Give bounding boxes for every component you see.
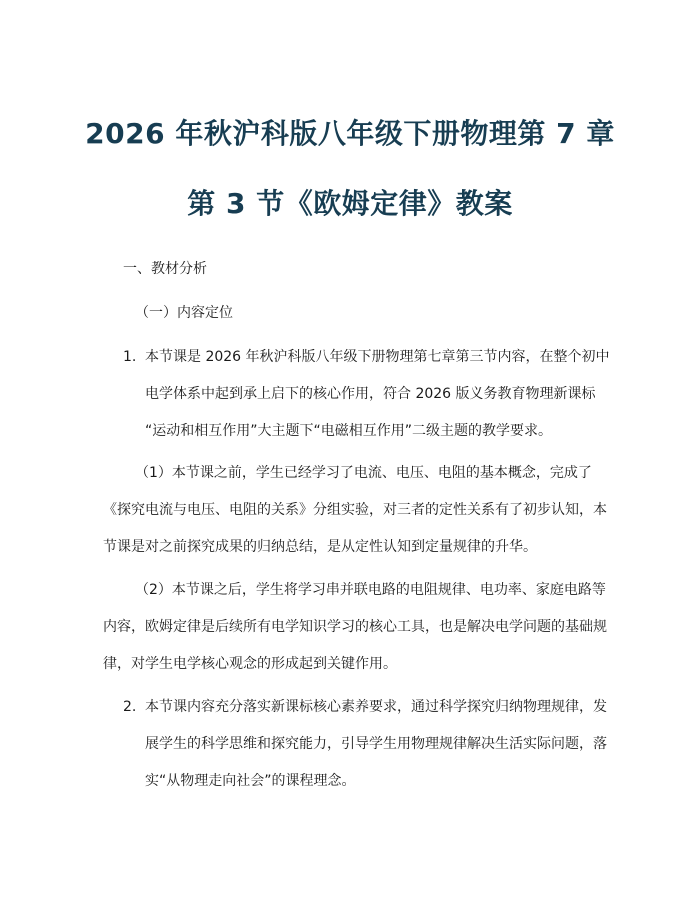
paragraph-1-line-1: （1）本节课之前，学生已经学习了电流、电压、电阻的基本概念，完成了 [135, 465, 592, 481]
paragraph-1-line-2: 《探究电流与电压、电阻的关系》分组实验，对三者的定性关系有了初步认知，本 [103, 502, 607, 518]
paragraph-2-line-3: 律，对学生电学核心观念的形成起到关键作用。 [103, 656, 397, 672]
item-2-line-2: 展学生的科学思维和探究能力，引导学生用物理规律解决生活实际问题，落 [145, 736, 607, 752]
paragraph-2-line-2: 内容，欧姆定律是后续所有电学知识学习的核心工具，也是解决电学问题的基础规 [103, 619, 607, 635]
section-heading-textbook-analysis: 一、教材分析 [123, 261, 207, 277]
item-number: 1. [123, 349, 137, 365]
document-title-line-1: 2026 年秋沪科版八年级下册物理第 7 章 [85, 117, 615, 150]
item-2-line-1: 本节课内容充分落实新课标核心素养要求，通过科学探究归纳物理规律，发 [145, 699, 607, 715]
paragraph-2-line-1: （2）本节课之后，学生将学习串并联电路的电阻规律、电功率、家庭电路等 [135, 582, 606, 598]
item-1-line-2: 电学体系中起到承上启下的核心作用，符合 2026 版义务教育物理新课标 [145, 386, 596, 402]
subsection-heading-content-positioning: （一）内容定位 [135, 305, 233, 321]
document-title-line-2: 第 3 节《欧姆定律》教案 [187, 187, 513, 220]
item-1-line-3: “运动和相互作用”大主题下“电磁相互作用”二级主题的教学要求。 [145, 423, 553, 439]
item-number: 2. [123, 699, 137, 715]
paragraph-1-line-3: 节课是对之前探究成果的归纳总结，是从定性认知到定量规律的升华。 [103, 539, 537, 555]
item-1-line-1: 本节课是 2026 年秋沪科版八年级下册物理第七章第三节内容，在整个初中 [145, 349, 610, 365]
item-2-line-3: 实“从物理走向社会”的课程理念。 [145, 773, 356, 789]
